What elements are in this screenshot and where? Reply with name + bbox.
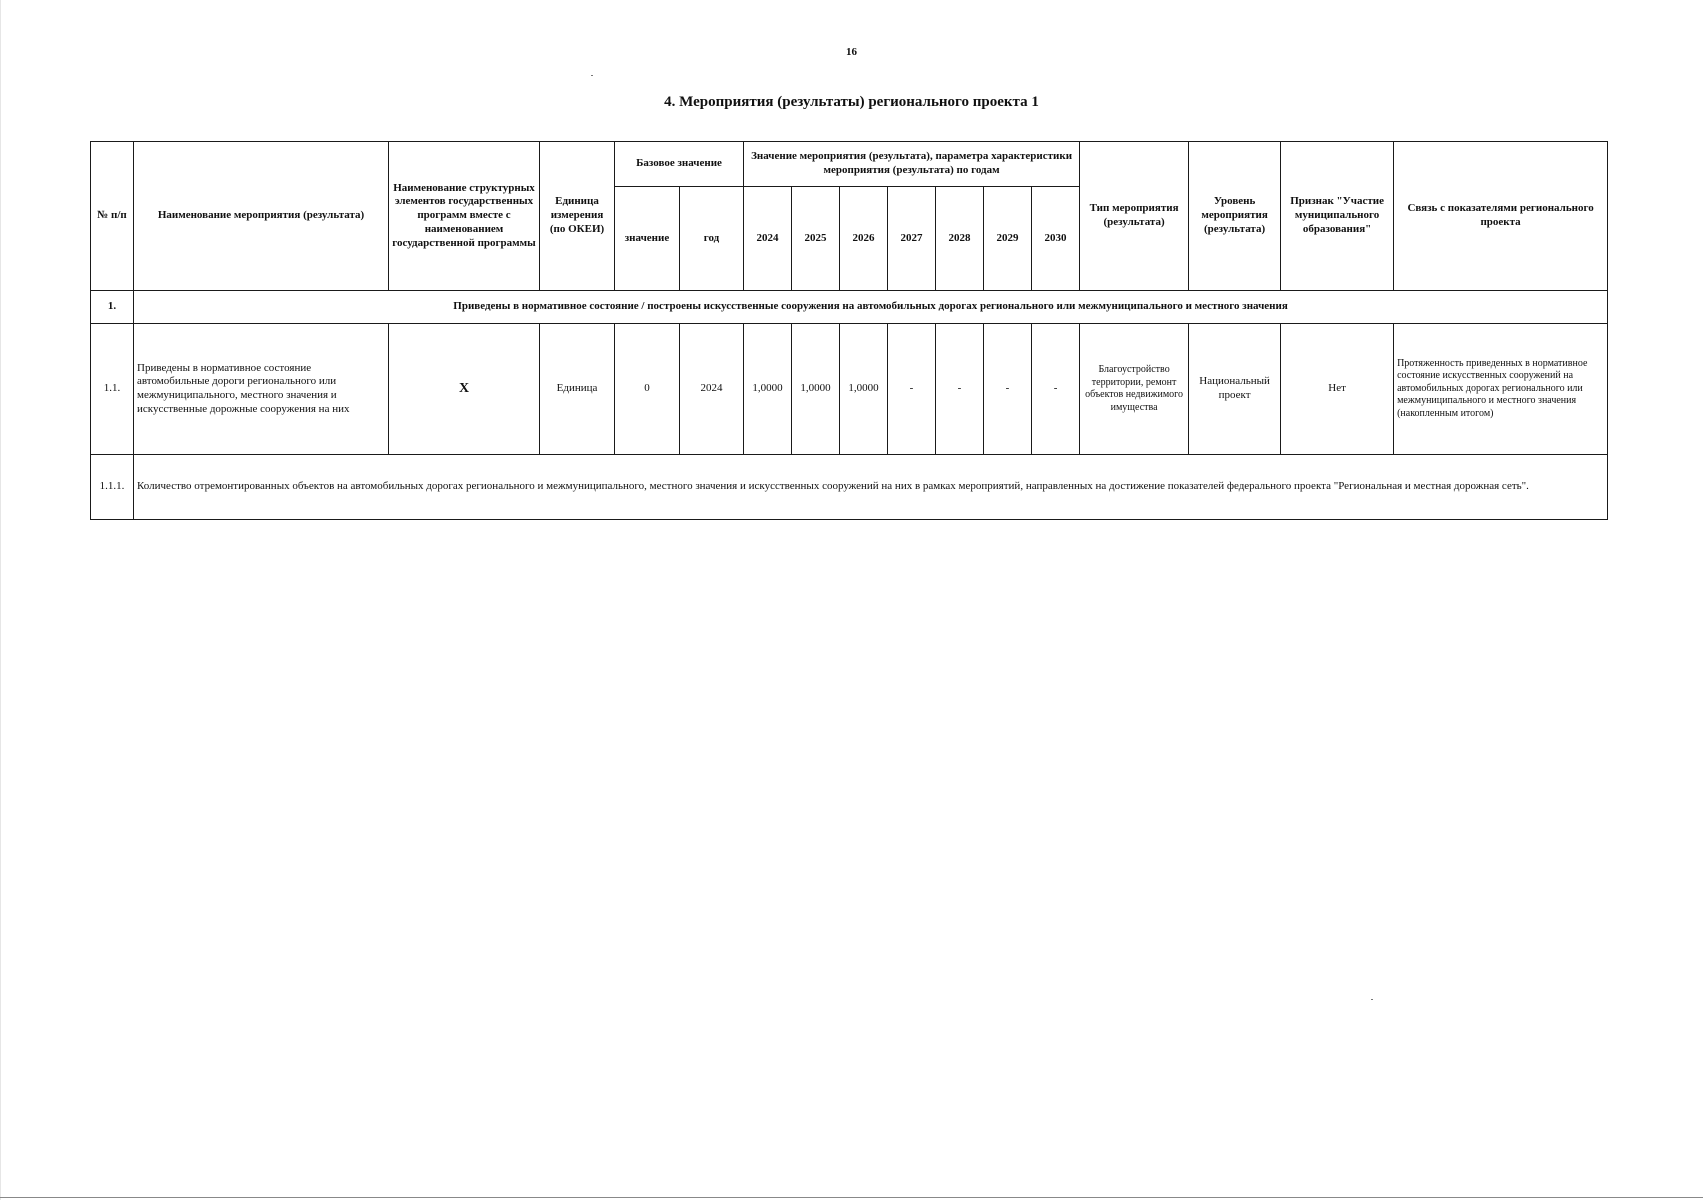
header-year: 2025 xyxy=(792,187,840,291)
item-year-value: 1,0000 xyxy=(792,324,840,455)
section-title: 4. Мероприятия (результаты) регионального проекта 1 xyxy=(664,94,1039,110)
subitem-num: 1.1.1. xyxy=(91,455,134,520)
header-base: Базовое значение xyxy=(615,142,744,187)
item-year-value: - xyxy=(1032,324,1080,455)
scan-speck xyxy=(591,75,593,76)
header-year: 2028 xyxy=(936,187,984,291)
item-num: 1.1. xyxy=(91,324,134,455)
header-municipal: Признак "Участие муниципального образования" xyxy=(1281,142,1394,291)
section-num: 1. xyxy=(91,291,134,324)
header-year: 2024 xyxy=(744,187,792,291)
header-year: 2026 xyxy=(840,187,888,291)
header-struct: Наименование структурных элементов государственных программ вместе с наименованием государственной программы xyxy=(389,142,540,291)
item-year-value: - xyxy=(888,324,936,455)
table-row xyxy=(91,324,1608,455)
scan-speck xyxy=(1371,999,1373,1000)
header-base-value: значение xyxy=(615,187,680,291)
scan-left-edge xyxy=(0,0,1,1200)
item-base-value: 0 xyxy=(615,324,680,455)
header-year: 2027 xyxy=(888,187,936,291)
item-year-value: 1,0000 xyxy=(744,324,792,455)
header-year: 2029 xyxy=(984,187,1032,291)
header-name: Наименование мероприятия (результата) xyxy=(134,142,389,291)
item-struct: X xyxy=(389,324,540,455)
item-year-value: - xyxy=(984,324,1032,455)
results-table xyxy=(90,141,1608,520)
item-name: Приведены в нормативное состояние автомобильные дороги регионального или межмуниципального, местного значения и искусственные дорожные сооружения на них xyxy=(134,324,389,455)
header-level: Уровень мероприятия (результата) xyxy=(1189,142,1281,291)
header-link: Связь с показателями регионального проекта xyxy=(1394,142,1608,291)
item-level: Национальный проект xyxy=(1189,324,1281,455)
header-num: № п/п xyxy=(91,142,134,291)
section-row xyxy=(91,291,1608,324)
header-type: Тип мероприятия (результата) xyxy=(1080,142,1189,291)
table-row xyxy=(91,455,1608,520)
item-type: Благоустройство территории, ремонт объектов недвижимого имущества xyxy=(1080,324,1189,455)
item-base-year: 2024 xyxy=(680,324,744,455)
header-unit: Единица измерения (по ОКЕИ) xyxy=(540,142,615,291)
item-unit: Единица xyxy=(540,324,615,455)
header-values-by-year: Значение мероприятия (результата), параметра характеристики мероприятия (результата) по годам xyxy=(744,142,1080,187)
page-number: 16 xyxy=(846,46,857,58)
header-row-1 xyxy=(91,142,1608,187)
header-base-year: год xyxy=(680,187,744,291)
item-year-value: - xyxy=(936,324,984,455)
item-year-value: 1,0000 xyxy=(840,324,888,455)
header-year: 2030 xyxy=(1032,187,1080,291)
item-municipal: Нет xyxy=(1281,324,1394,455)
item-link: Протяженность приведенных в нормативное состояние искусственных сооружений на автомобильных дорогах регионального или межмуниципального и местного значения (накопленным итогом) xyxy=(1394,324,1608,455)
scan-bottom-edge xyxy=(0,1197,1703,1198)
section-title-cell: Приведены в нормативное состояние / построены искусственные сооружения на автомобильных дорогах регионального или межмуниципального и местного значения xyxy=(134,291,1608,324)
subitem-text: Количество отремонтированных объектов на автомобильных дорогах регионального и межмуниципального, местного значения и искусственных сооружений на них в рамках мероприятий, направленных на достижение показателей федерального проекта "Региональная и местная дорожная сеть". xyxy=(134,455,1608,520)
